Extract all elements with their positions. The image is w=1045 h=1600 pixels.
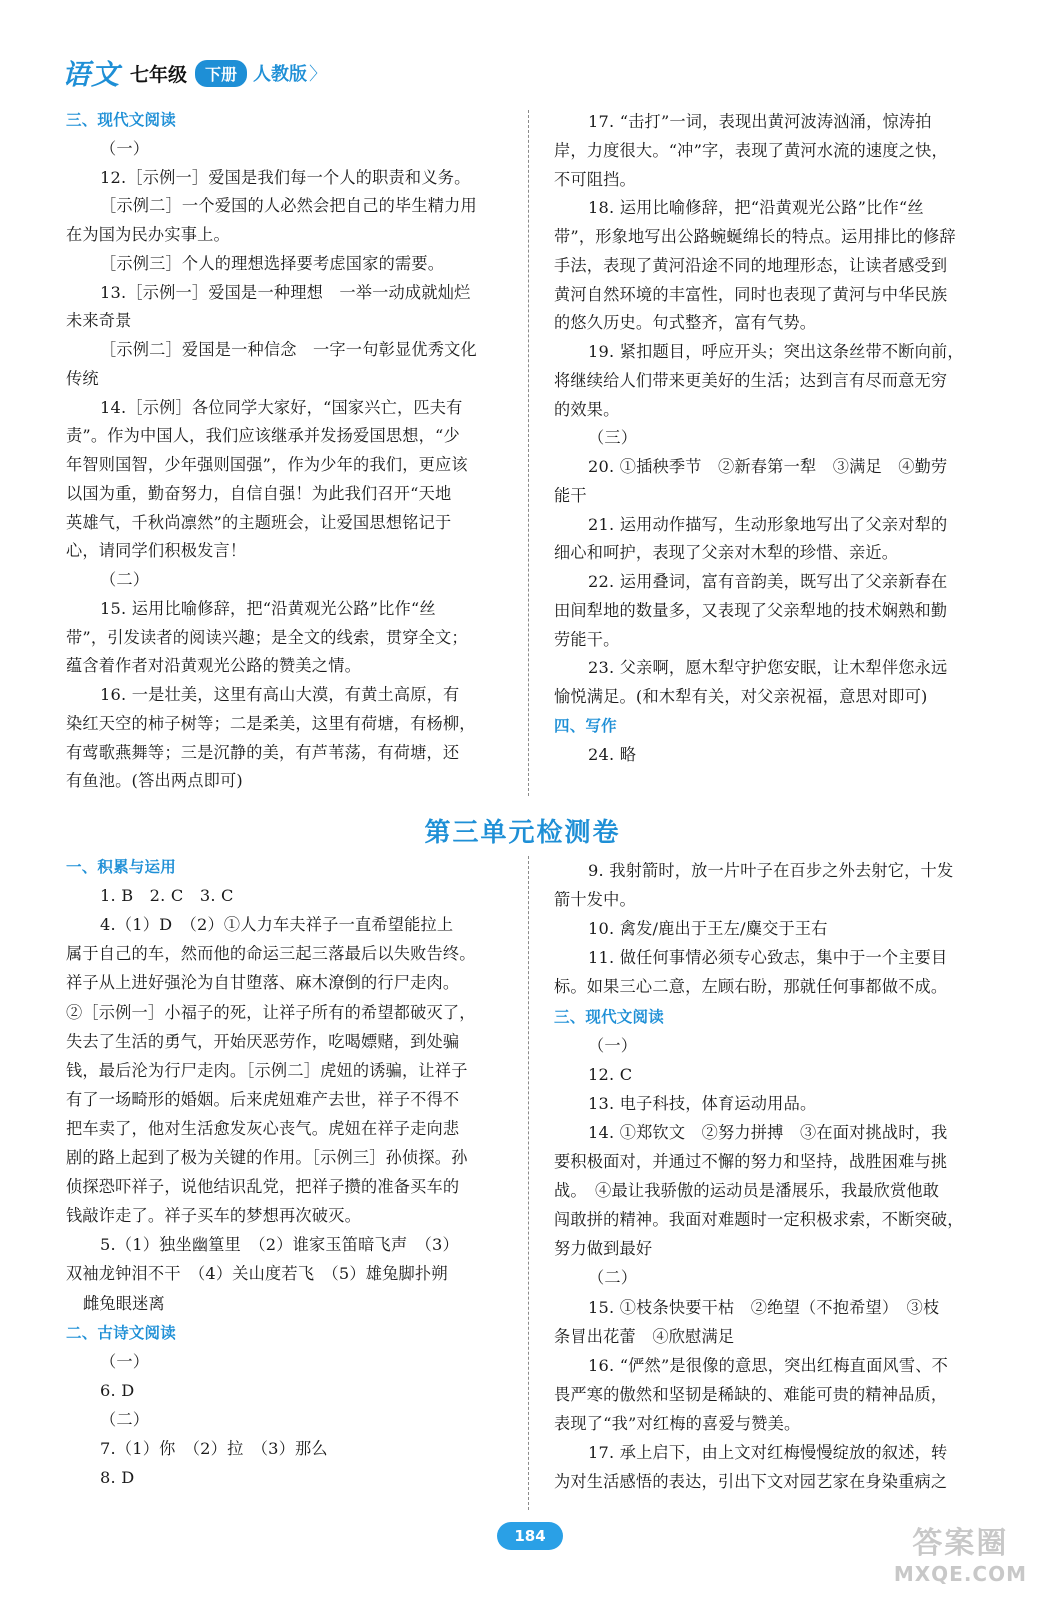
answer-line: ［示例二］一个爱国的人必然会把自己的毕生精力用 <box>100 196 477 216</box>
answer-line: 带”，引发读者的阅读兴趣；是全文的线索，贯穿全文； <box>66 627 468 647</box>
answer-line: 心，请同学们积极发言！ <box>66 541 247 561</box>
edition-label: 人教版 <box>253 64 308 85</box>
answer-line: 18. 运用比喻修辞，把“沿黄观光公路”比作“丝 <box>588 198 924 218</box>
answer-line: ［示例三］个人的理想选择要考虑国家的需要。 <box>100 253 445 273</box>
volume-badge: 下册 <box>195 60 247 87</box>
answer-line: 的悠久历史。句式整齐，富有气势。 <box>554 313 817 333</box>
answer-line: （二） <box>100 1409 150 1429</box>
answer-line: 12.［示例一］爱国是我们每一个人的职责和义务。 <box>100 167 471 187</box>
answer-line: 标。如果三心二意，左顾右盼，那就任何事都做不成。 <box>554 977 948 997</box>
answer-line: 雌兔眼迷离 <box>83 1293 165 1313</box>
book-header <box>62 56 327 90</box>
answer-line: 田间犁地的数量多，又表现了父亲犁地的技术娴熟和勤 <box>554 600 948 620</box>
answer-line: 战。 ④最让我骄傲的运动员是潘展乐，我最欣赏他敢 <box>554 1181 940 1201</box>
answer-line: 将继续给人们带来更美好的生活；达到言有尽而意无穷 <box>554 370 948 390</box>
answer-line: 染红天空的柿子树等；二是柔美，这里有荷塘，有杨柳， <box>66 713 476 733</box>
answer-line: 有莺歌燕舞等；三是沉静的美，有芦苇荡，有荷塘，还 <box>66 742 460 762</box>
answer-line: 蕴含着作者对沿黄观光公路的赞美之情。 <box>66 656 361 676</box>
section-heading: 三、现代文阅读 <box>66 111 176 129</box>
answer-line: 21. 运用动作描写，生动形象地写出了父亲对犁的 <box>588 514 948 534</box>
answer-line: （一） <box>100 1351 150 1371</box>
answer-line: ②［示例一］小福子的死，让祥子所有的希望都破灭了， <box>66 1002 476 1022</box>
answer-line: 22. 运用叠词，富有音韵美，既写出了父亲新春在 <box>588 572 948 591</box>
answer-line: 责”。作为中国人，我们应该继承并发扬爱国思想，“少 <box>66 426 460 446</box>
answer-line: 要积极面对，并通过不懈的努力和坚持，战胜困难与挑 <box>554 1152 948 1171</box>
answer-line: 有了一场畸形的婚姻。后来虎妞难产去世，祥子不得不 <box>66 1089 460 1109</box>
answer-line: 带”，形象地写出公路蜿蜒绵长的特点。运用排比的修辞 <box>554 227 956 246</box>
answer-line: 有鱼池。(答出两点即可) <box>66 771 243 791</box>
answer-line: 未来奇景 <box>66 311 132 331</box>
answer-line: 的效果。 <box>554 399 620 419</box>
answer-line: 1. B 2. C 3. C <box>100 886 234 906</box>
answer-line: 14.［示例］各位同学大家好，“国家兴亡，匹夫有 <box>100 397 463 417</box>
answer-line: 祥子从上进好强沦为自甘堕落、麻木潦倒的行尸走肉。 <box>66 973 460 993</box>
answer-line: 英雄气，千秋尚凛然”的主题班会，让爱国思想铭记于 <box>66 512 452 532</box>
answer-line: ［示例二］爱国是一种信念 一字一句彰显优秀文化 <box>100 340 477 359</box>
answer-line: 5.（1）独坐幽篁里 （2）谁家玉笛暗飞声 （3） <box>100 1235 459 1255</box>
answer-line: 把车卖了，他对生活愈发灰心丧气。虎妞在祥子走向悲 <box>66 1118 460 1138</box>
column-divider-top <box>528 110 529 796</box>
answer-line: （二） <box>100 570 150 589</box>
answer-line: 双袖龙钟泪不干 （4）关山度若飞 （5）雄兔脚扑朔 <box>66 1264 448 1284</box>
page-number: 184 <box>497 1522 563 1550</box>
answer-line: 以国为重，勤奋努力，自信自强！为此我们召开“天地 <box>66 483 452 503</box>
answer-line: 劳能干。 <box>554 629 620 649</box>
column-divider-bottom <box>528 856 529 1510</box>
answer-line: 10. 禽发/鹿出于王左/麋交于王右 <box>588 919 828 939</box>
answer-line: 8. D <box>100 1468 135 1488</box>
subject-logo: 语文 <box>62 58 121 91</box>
site-watermark <box>894 1518 1027 1586</box>
answer-line: 13. 电子科技，体育运动用品。 <box>588 1093 817 1113</box>
answer-line: 剧的路上起到了极为关键的作用。［示例三］孙侦探。孙 <box>66 1148 468 1167</box>
section-heading: 三、现代文阅读 <box>554 1007 664 1026</box>
grade-label: 七年级 <box>130 63 188 86</box>
answer-line: 黄河自然环境的丰富性，同时也表现了黄河与中华民族 <box>554 284 948 304</box>
answer-line: 14. ①郑钦文 ②努力拼搏 ③在面对挑战时，我 <box>588 1122 948 1142</box>
answer-line: 15. 运用比喻修辞，把“沿黄观光公路”比作“丝 <box>100 598 436 618</box>
answer-line: 钱敲诈走了。祥子买车的梦想再次破灭。 <box>66 1206 361 1226</box>
answer-line: 表现了“我”对红梅的喜爱与赞美。 <box>554 1413 801 1433</box>
answer-line: 9. 我射箭时，放一片叶子在百步之外去射它，十发 <box>588 861 954 880</box>
watermark-url: MXQE.COM <box>893 1562 1027 1586</box>
section-heading: 二、古诗文阅读 <box>66 1323 176 1342</box>
answer-line: 23. 父亲啊，愿木犁守护您安眠，让木犁伴您永远 <box>588 658 948 678</box>
answer-line: 岸，力度很大。“冲”字，表现了黄河水流的速度之快， <box>554 140 948 160</box>
answer-line: 能干 <box>554 485 587 505</box>
answer-line: 钱，最后沦为行尸走肉。［示例二］虎妞的诱骗，让祥子 <box>66 1060 468 1080</box>
answer-line: 努力做到最好 <box>554 1239 653 1259</box>
answer-line: 4.（1）D （2）①人力车夫祥子一直希望能拉上 <box>100 915 454 935</box>
answer-line: 16. 一是壮美，这里有高山大漠，有黄土高原，有 <box>100 685 460 704</box>
answer-line: 在为国为民办实事上。 <box>66 225 230 244</box>
answer-line: 17. “击打”一词，表现出黄河波涛汹涌，惊涛拍 <box>588 112 932 131</box>
section-heading: 一、积累与运用 <box>66 858 176 876</box>
answer-line: 侦探恐吓祥子，说他结识乱党，把祥子攒的准备买车的 <box>66 1177 460 1197</box>
answer-line: 手法，表现了黄河沿途不同的地理形态，让读者感受到 <box>554 255 948 275</box>
answer-line: （一） <box>100 138 150 158</box>
answer-line: 6. D <box>100 1380 135 1400</box>
watermark-logo-text: 答案圈 <box>912 1526 1009 1561</box>
answer-line: 失去了生活的勇气，开始厌恶劳作，吃喝嫖赌，到处骗 <box>66 1031 460 1051</box>
answer-line: 年智则国智，少年强则国强”，作为少年的我们，更应该 <box>66 455 468 474</box>
answer-line: 20. ①插秧季节 ②新春第一犁 ③满足 ④勤劳 <box>588 457 948 476</box>
answer-line: 16. “俨然”是很像的意思，突出红梅直面风雪、不 <box>588 1355 949 1375</box>
answer-line: 愉悦满足。(和木犁有关，对父亲祝福，意思对即可) <box>554 687 928 706</box>
chevron-right-icon: 〉 <box>309 64 328 85</box>
answer-line: （二） <box>588 1268 638 1288</box>
answer-line: 条冒出花蕾 ④欣慰满足 <box>554 1326 735 1346</box>
answer-line: 24. 略 <box>588 744 637 764</box>
answer-line: 15. ①枝条快要干枯 ②绝望（不抱希望） ③枝 <box>588 1297 940 1317</box>
answer-line: 19. 紧扣题目，呼应开头；突出这条丝带不断向前， <box>588 342 964 361</box>
answer-line: 13.［示例一］爱国是一种理想 一举一动成就灿烂 <box>100 282 471 302</box>
unit-test-title: 第三单元检测卷 <box>424 818 621 848</box>
answer-line: （一） <box>588 1035 638 1055</box>
answer-line: 属于自己的车，然而他的命运三起三落最后以失败告终。 <box>66 944 476 964</box>
answer-line: 传统 <box>66 368 99 388</box>
answer-line: 箭十发中。 <box>554 890 636 910</box>
answer-line: 畏严寒的傲然和坚韧是稀缺的、难能可贵的精神品质， <box>554 1384 948 1404</box>
answer-line: （三） <box>588 428 638 448</box>
answer-line: 12. C <box>588 1064 633 1084</box>
answer-line: 17. 承上启下，由上文对红梅慢慢绽放的叙述，转 <box>588 1443 948 1462</box>
section-heading: 四、写作 <box>554 716 617 735</box>
answer-line: 11. 做任何事情必须专心致志，集中于一个主要目 <box>588 948 948 968</box>
answer-line: 闯敢拼的精神。我面对难题时一定积极求索，不断突破， <box>554 1210 964 1230</box>
answer-line: 细心和呵护，表现了父亲对木犁的珍惜、亲近。 <box>554 543 899 563</box>
answer-line: 为对生活感悟的表达，引出下文对园艺家在身染重病之 <box>554 1472 948 1492</box>
answer-line: 不可阻挡。 <box>554 169 636 189</box>
answer-line: 7.（1）你 （2）拉 （3）那么 <box>100 1439 328 1458</box>
